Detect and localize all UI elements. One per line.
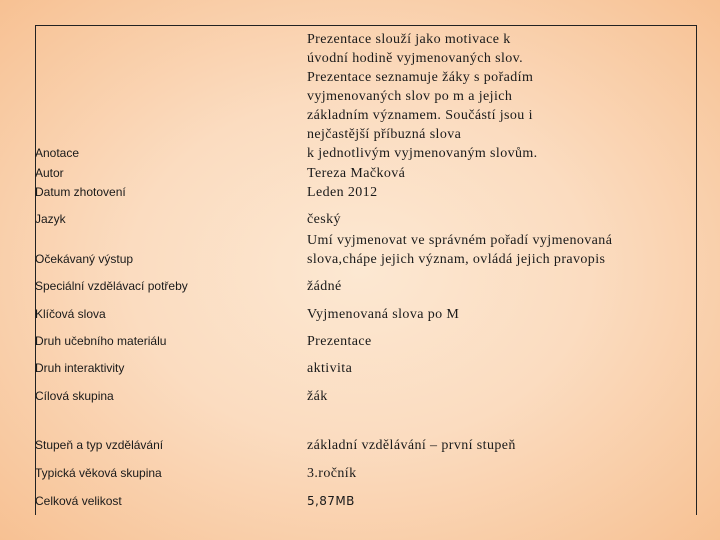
row-druh-materialu [35, 324, 697, 351]
row-celkova-velikost [35, 483, 697, 511]
row-value: český [307, 212, 341, 227]
row-label: Typická věková skupina [35, 466, 162, 480]
row-label: Autor [35, 166, 64, 180]
row-autor [35, 163, 697, 183]
row-label: Speciální vzdělávací potřeby [35, 279, 188, 293]
row-value: Prezentace slouží jako motivace k úvodní hodině vyjmenovaných slov. Prezentace seznamuje žáky s pořadím vyjmenovaných slov po m a jejich základním významem. Součástí jsou i nejčastější příbuzná slova k jednotlivým vyjmenovaným slovům. [307, 32, 538, 161]
metadata-table [35, 25, 697, 515]
row-label: Druh učebního materiálu [35, 334, 167, 348]
row-value: žádné [307, 279, 342, 294]
row-value: Leden 2012 [307, 185, 378, 200]
row-specialni-potreby [35, 269, 697, 296]
row-label: Datum zhotovení [35, 185, 126, 199]
row-value: 3.ročník [307, 466, 357, 481]
row-anotace [35, 25, 697, 163]
row-label: Očekávaný výstup [35, 252, 134, 266]
row-druh-interaktivity [35, 351, 697, 378]
row-label: Celková velikost [35, 494, 122, 508]
row-value: základní vzdělávání – první stupeň [307, 438, 516, 453]
row-label: Jazyk [35, 212, 66, 226]
row-klicova-slova [35, 296, 697, 324]
row-value: 5,87MB [307, 494, 355, 508]
row-value: Vyjmenovaná slova po M [307, 307, 460, 322]
row-value: Prezentace [307, 334, 372, 349]
row-label: Stupeň a typ vzdělávání [35, 438, 164, 452]
row-value: Tereza Mačková [307, 166, 406, 181]
row-label: Cílová skupina [35, 389, 114, 403]
row-vekova-skupina [35, 455, 697, 483]
row-label: Anotace [35, 146, 80, 160]
row-datum [35, 183, 697, 202]
row-cilova-skupina [35, 378, 697, 406]
row-ocekavany-vystup [35, 229, 697, 269]
row-label: Druh interaktivity [35, 361, 125, 375]
row-value: Umí vyjmenovat ve správném pořadí vyjmenovaná slova,chápe jejich význam, ovládá jejich pravopis [307, 233, 613, 267]
row-value: žák [307, 389, 328, 404]
row-jazyk [35, 202, 697, 229]
row-stupen-vzdelavani [35, 406, 697, 455]
row-value: aktivita [307, 361, 353, 376]
row-label: Klíčová slova [35, 307, 106, 321]
